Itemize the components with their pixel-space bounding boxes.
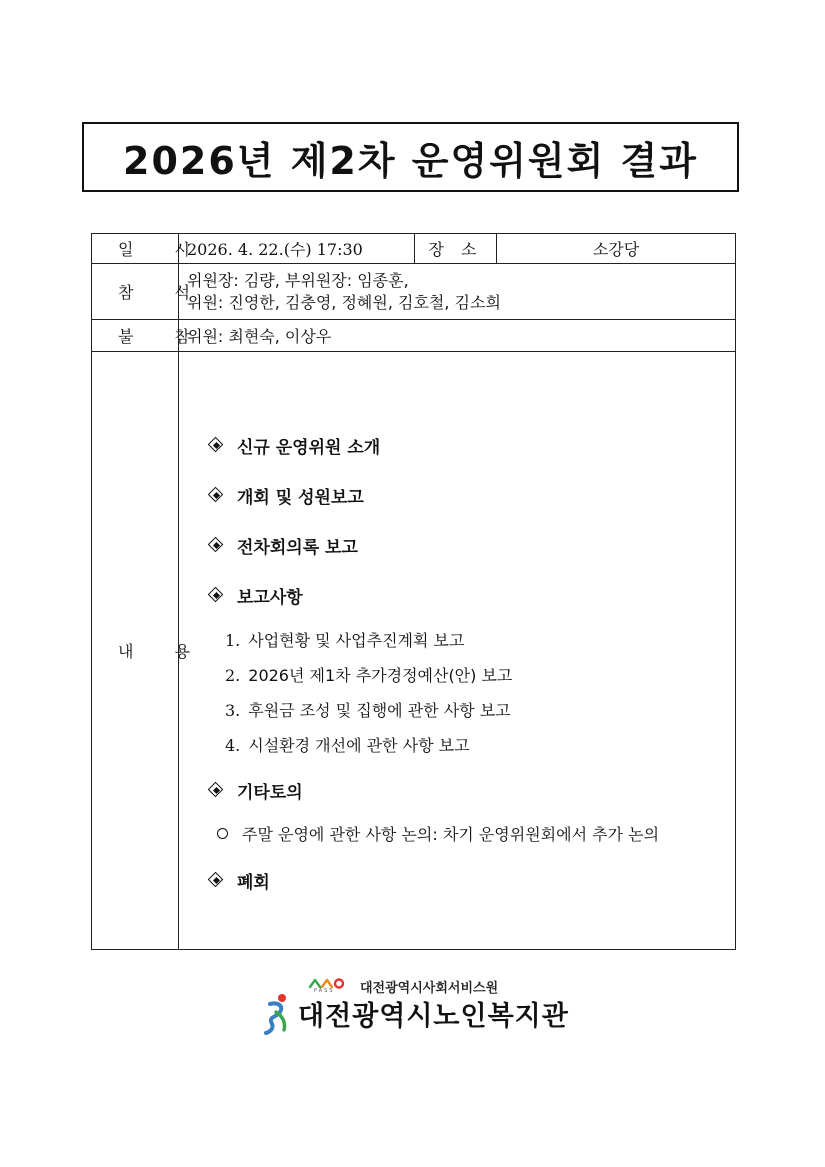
pass-logo-text: PASS xyxy=(314,988,335,994)
senior-center-logo-icon xyxy=(262,992,292,1034)
agenda-section xyxy=(207,584,727,606)
diamond-bullet-icon xyxy=(207,586,225,604)
diamond-bullet-icon xyxy=(207,436,225,454)
report-item xyxy=(225,698,727,720)
agenda-section xyxy=(207,534,727,556)
discussion-item xyxy=(217,823,727,843)
report-number: 4. xyxy=(225,736,241,755)
diamond-bullet-icon xyxy=(207,781,225,799)
section-title: 전차회의록 보고 xyxy=(237,537,358,558)
date-value: 2026. 4. 22.(수) 17:30 xyxy=(179,234,415,264)
content-row xyxy=(92,352,736,950)
agenda-section xyxy=(207,484,727,506)
attend-line-1: 위원장: 김량, 부위원장: 임종훈, xyxy=(187,270,409,290)
section-title: 개회 및 성원보고 xyxy=(237,487,364,508)
center-logo-row xyxy=(262,992,569,1034)
center-name: 대전광역시노인복지관 xyxy=(298,1000,569,1032)
section-title: 신규 운영위원 소개 xyxy=(237,437,381,458)
agenda-section xyxy=(207,434,727,456)
diamond-bullet-icon xyxy=(207,536,225,554)
section-title: 보고사항 xyxy=(237,587,303,608)
date-row xyxy=(92,234,736,264)
section-title: 폐회 xyxy=(237,872,270,893)
agenda-section xyxy=(207,869,727,891)
attend-line-2: 위원: 진영한, 김충영, 정혜원, 김호철, 김소희 xyxy=(187,292,501,312)
info-table xyxy=(91,233,736,950)
date-label: 일 시 xyxy=(92,234,179,264)
discussion-text: 주말 운영에 관한 사항 논의: 차기 운영위원회에서 추가 논의 xyxy=(242,824,660,844)
attend-cell xyxy=(179,264,736,320)
org-name: 대전광역시사회서비스원 xyxy=(360,980,499,996)
report-number: 2. xyxy=(225,666,241,685)
attend-row xyxy=(92,264,736,320)
attend-label: 참 석 xyxy=(92,264,179,320)
report-item xyxy=(225,628,727,650)
agenda xyxy=(187,382,727,891)
section-title: 기타토의 xyxy=(237,782,303,803)
diamond-bullet-icon xyxy=(207,486,225,504)
content-cell xyxy=(179,352,736,950)
report-item xyxy=(225,733,727,755)
absent-label: 불 참 xyxy=(92,320,179,352)
report-text: 후원금 조성 및 집행에 관한 사항 보고 xyxy=(248,701,511,720)
place-label: 장 소 xyxy=(415,234,497,264)
diamond-bullet-icon xyxy=(207,871,225,889)
place-value: 소강당 xyxy=(497,234,736,264)
report-number: 1. xyxy=(225,631,241,650)
report-text: 시설환경 개선에 관한 사항 보고 xyxy=(248,736,470,755)
absent-row xyxy=(92,320,736,352)
circle-bullet-icon xyxy=(217,828,228,839)
page-title: 2026년 제2차 운영위원회 결과 xyxy=(123,138,698,183)
agenda-section xyxy=(207,779,727,801)
report-text: 사업현황 및 사업추진계획 보고 xyxy=(248,631,465,650)
report-item xyxy=(225,663,727,685)
title-box xyxy=(82,122,739,192)
content-label: 내 용 xyxy=(92,352,179,950)
report-number: 3. xyxy=(225,701,241,720)
report-text: 2026년 제1차 추가경정예산(안) 보고 xyxy=(248,666,513,685)
absent-value: 위원: 최현숙, 이상우 xyxy=(179,320,736,352)
